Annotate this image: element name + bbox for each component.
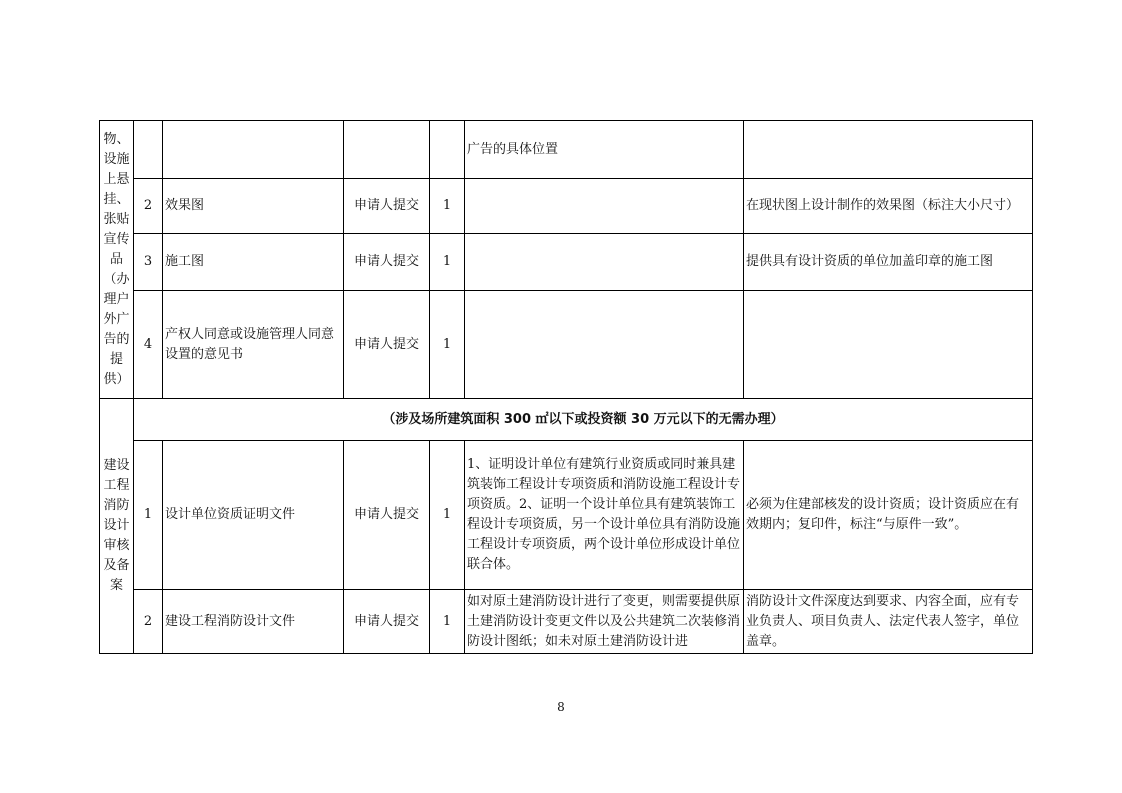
table-row <box>100 234 1033 291</box>
material-requirement <box>465 291 744 399</box>
requirements-table <box>99 120 1033 654</box>
row-number: 3 <box>134 234 163 291</box>
material-name <box>163 121 344 179</box>
page-number: 8 <box>557 700 565 714</box>
table-row <box>100 441 1033 590</box>
section-banner: （涉及场所建筑面积 300 ㎡以下或投资额 30 万元以下的无需办理） <box>134 399 1033 441</box>
material-requirement <box>465 234 744 291</box>
material-source: 申请人提交 <box>344 291 430 399</box>
category-cell-outdoor-ads: 物、设施上悬挂、张贴宣传品（办理户外广告的提供） <box>100 121 134 399</box>
table-row <box>100 590 1033 654</box>
material-source: 申请人提交 <box>344 590 430 654</box>
material-source <box>344 121 430 179</box>
row-number: 2 <box>134 179 163 234</box>
material-requirement: 如对原土建消防设计进行了变更，则需要提供原土建消防设计变更文件以及公共建筑二次装修消防设计图纸；如未对原土建消防设计进 <box>465 590 744 654</box>
table-row <box>100 399 1033 441</box>
material-note: 提供具有设计资质的单位加盖印章的施工图 <box>744 234 1033 291</box>
row-number: 2 <box>134 590 163 654</box>
row-number: 1 <box>134 441 163 590</box>
material-name: 设计单位资质证明文件 <box>163 441 344 590</box>
category-cell-fire-design: 建设工程消防设计审核及备案 <box>100 399 134 654</box>
material-source: 申请人提交 <box>344 441 430 590</box>
material-count: 1 <box>430 291 465 399</box>
material-requirement: 广告的具体位置 <box>465 121 744 179</box>
material-note: 在现状图上设计制作的效果图（标注大小尺寸） <box>744 179 1033 234</box>
material-name: 产权人同意或设施管理人同意设置的意见书 <box>163 291 344 399</box>
material-note: 消防设计文件深度达到要求、内容全面，应有专业负责人、项目负责人、法定代表人签字，单位盖章。 <box>744 590 1033 654</box>
row-number: 4 <box>134 291 163 399</box>
material-name: 施工图 <box>163 234 344 291</box>
table-row <box>100 121 1033 179</box>
table-row <box>100 179 1033 234</box>
material-name: 建设工程消防设计文件 <box>163 590 344 654</box>
row-number <box>134 121 163 179</box>
material-source: 申请人提交 <box>344 234 430 291</box>
material-count: 1 <box>430 234 465 291</box>
material-requirement <box>465 179 744 234</box>
material-note <box>744 121 1033 179</box>
table-row <box>100 291 1033 399</box>
material-source: 申请人提交 <box>344 179 430 234</box>
material-name: 效果图 <box>163 179 344 234</box>
material-note: 必须为住建部核发的设计资质；设计资质应在有效期内；复印件，标注“与原件一致”。 <box>744 441 1033 590</box>
material-requirement: 1、证明设计单位有建筑行业资质或同时兼具建筑装饰工程设计专项资质和消防设施工程设计专项资质。2、证明一个设计单位具有建筑装饰工程设计专项资质，另一个设计单位具有消防设施工程设计专项资质，两个设计单位形成设计单位联合体。 <box>465 441 744 590</box>
material-count <box>430 121 465 179</box>
material-count: 1 <box>430 441 465 590</box>
material-count: 1 <box>430 179 465 234</box>
material-note <box>744 291 1033 399</box>
material-count: 1 <box>430 590 465 654</box>
